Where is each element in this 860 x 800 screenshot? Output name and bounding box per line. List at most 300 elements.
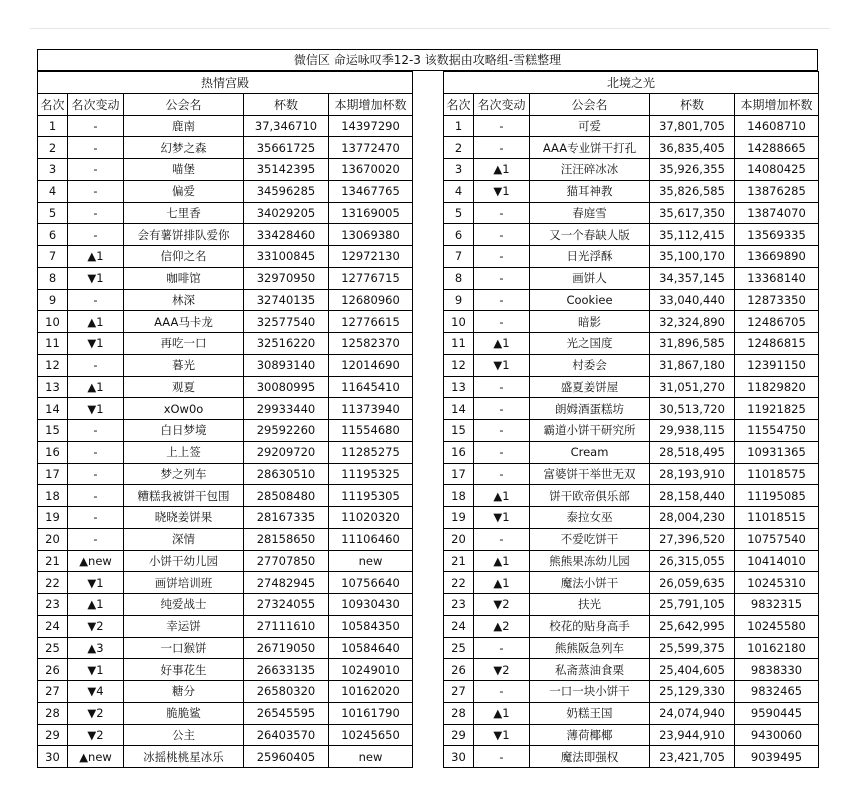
cell-guild-name: 日光浮酥 <box>530 246 650 268</box>
cell-rank-change: - <box>474 420 530 442</box>
cell-cups: 35,826,585 <box>650 180 735 202</box>
cell-cups-increase: 13569335 <box>735 224 819 246</box>
table-row <box>444 202 819 224</box>
cell-guild-name: 冰摇桃桃星冰乐 <box>124 746 244 768</box>
cell-rank-change: ▼1 <box>68 659 124 681</box>
cell-rank-change: - <box>474 376 530 398</box>
cell-cups-increase: 10931365 <box>735 441 819 463</box>
cell-rank-change: - <box>474 311 530 333</box>
cell-rank: 18 <box>444 485 474 507</box>
cell-rank: 12 <box>444 354 474 376</box>
cell-guild-name: 好事花生 <box>124 659 244 681</box>
col-header-guild-name: 公会名 <box>530 93 650 115</box>
cell-rank: 21 <box>444 550 474 572</box>
cell-rank: 6 <box>38 224 68 246</box>
cell-cups: 33100845 <box>244 246 329 268</box>
cell-guild-name: 魔法即强权 <box>530 746 650 768</box>
cell-guild-name: 观夏 <box>124 376 244 398</box>
table-row <box>444 572 819 594</box>
cell-cups-increase: 10161790 <box>329 702 413 724</box>
top-divider-line <box>30 28 830 29</box>
cell-guild-name: 七里香 <box>124 202 244 224</box>
cell-rank: 23 <box>38 594 68 616</box>
table-row <box>444 681 819 703</box>
table-row <box>38 507 413 529</box>
left-panel <box>37 71 412 768</box>
cell-guild-name: 画饼人 <box>530 267 650 289</box>
table-row <box>444 311 819 333</box>
cell-cups: 34596285 <box>244 180 329 202</box>
cell-cups-increase: 11285275 <box>329 441 413 463</box>
cell-cups-increase: 11018575 <box>735 463 819 485</box>
table-row <box>38 333 413 355</box>
cell-rank: 27 <box>38 681 68 703</box>
table-row <box>444 659 819 681</box>
cell-rank: 15 <box>38 420 68 442</box>
cell-guild-name: 薄荷椰椰 <box>530 724 650 746</box>
cell-rank: 19 <box>444 507 474 529</box>
cell-cups: 23,944,910 <box>650 724 735 746</box>
cell-cups: 24,074,940 <box>650 702 735 724</box>
cell-rank: 25 <box>38 637 68 659</box>
cell-cups: 26545595 <box>244 702 329 724</box>
cell-rank-change: ▼1 <box>68 333 124 355</box>
cell-cups: 25,404,605 <box>650 659 735 681</box>
cell-guild-name: 不爱吃饼干 <box>530 528 650 550</box>
cell-guild-name: 画饼培训班 <box>124 572 244 594</box>
cell-cups-increase: 10249010 <box>329 659 413 681</box>
cell-rank-change: - <box>474 746 530 768</box>
cell-rank-change: ▲1 <box>474 333 530 355</box>
table-row <box>444 420 819 442</box>
cell-guild-name: 饼干欧帝俱乐部 <box>530 485 650 507</box>
cell-guild-name: 林深 <box>124 289 244 311</box>
cell-rank: 22 <box>38 572 68 594</box>
cell-cups: 26403570 <box>244 724 329 746</box>
col-header-cups: 杯数 <box>244 93 329 115</box>
cell-cups-increase: 9838330 <box>735 659 819 681</box>
table-row <box>38 289 413 311</box>
table-row <box>38 441 413 463</box>
cell-cups-increase: 13169005 <box>329 202 413 224</box>
cell-guild-name: 私斋蒸油食栗 <box>530 659 650 681</box>
cell-rank-change: - <box>474 115 530 137</box>
cell-guild-name: 糖分 <box>124 681 244 703</box>
cell-rank: 16 <box>38 441 68 463</box>
cell-rank: 15 <box>444 420 474 442</box>
left-server-heading: 热情宫殿 <box>38 72 413 94</box>
cell-rank-change: ▲1 <box>474 485 530 507</box>
cell-guild-name: 猫耳神教 <box>530 180 650 202</box>
cell-rank: 29 <box>38 724 68 746</box>
cell-guild-name: 会有薯饼排队爱你 <box>124 224 244 246</box>
cell-rank: 9 <box>444 289 474 311</box>
right-server-heading: 北境之光 <box>444 72 819 94</box>
cell-guild-name: 白日梦境 <box>124 420 244 442</box>
cell-cups-increase: 11921825 <box>735 398 819 420</box>
table-row <box>444 180 819 202</box>
cell-guild-name: AAA专业饼干打孔 <box>530 137 650 159</box>
cell-rank-change: - <box>68 202 124 224</box>
cell-cups-increase: 11195085 <box>735 485 819 507</box>
cell-guild-name: 霸道小饼干研究所 <box>530 420 650 442</box>
table-row <box>444 354 819 376</box>
cell-rank: 18 <box>38 485 68 507</box>
table-row <box>444 724 819 746</box>
table-row <box>38 528 413 550</box>
table-row <box>444 463 819 485</box>
cell-guild-name: 熊熊果冻幼儿园 <box>530 550 650 572</box>
cell-cups-increase: 12486815 <box>735 333 819 355</box>
cell-rank-change: ▲1 <box>68 376 124 398</box>
cell-rank-change: - <box>474 528 530 550</box>
cell-guild-name: 熊熊阪急列车 <box>530 637 650 659</box>
cell-rank-change: ▼2 <box>68 615 124 637</box>
cell-rank-change: ▼1 <box>474 354 530 376</box>
cell-rank: 14 <box>444 398 474 420</box>
cell-guild-name: 糟糕我被饼干包围 <box>124 485 244 507</box>
cell-cups-increase: 11020320 <box>329 507 413 529</box>
table-row <box>38 594 413 616</box>
cell-cups: 27324055 <box>244 594 329 616</box>
sheet-title: 微信区 命运咏叹季12-3 该数据由攻略组-雪糕整理 <box>37 49 818 71</box>
cell-cups: 27707850 <box>244 550 329 572</box>
cell-cups-increase: 10245580 <box>735 615 819 637</box>
table-row <box>444 702 819 724</box>
table-row <box>444 115 819 137</box>
cell-guild-name: 上上签 <box>124 441 244 463</box>
cell-cups-increase: 10414010 <box>735 550 819 572</box>
cell-rank: 24 <box>444 615 474 637</box>
cell-rank-change: ▼1 <box>474 180 530 202</box>
cell-rank-change: ▲1 <box>68 246 124 268</box>
cell-rank-change: ▲3 <box>68 637 124 659</box>
cell-rank-change: ▼2 <box>474 659 530 681</box>
cell-rank: 4 <box>444 180 474 202</box>
table-row <box>38 224 413 246</box>
table-row <box>444 267 819 289</box>
cell-guild-name: 脆脆鲨 <box>124 702 244 724</box>
cell-rank: 3 <box>444 159 474 181</box>
cell-rank-change: ▼2 <box>474 594 530 616</box>
cell-cups-increase: 12391150 <box>735 354 819 376</box>
cell-rank-change: ▼2 <box>68 702 124 724</box>
cell-cups-increase: 10756640 <box>329 572 413 594</box>
cell-cups: 26719050 <box>244 637 329 659</box>
cell-cups: 35142395 <box>244 159 329 181</box>
cell-cups: 29933440 <box>244 398 329 420</box>
cell-cups-increase: 11554750 <box>735 420 819 442</box>
cell-cups: 32,324,890 <box>650 311 735 333</box>
cell-cups: 35,100,170 <box>650 246 735 268</box>
cell-guild-name: 盛夏姜饼屋 <box>530 376 650 398</box>
cell-cups-increase: 11106460 <box>329 528 413 550</box>
cell-guild-name: Cream <box>530 441 650 463</box>
cell-cups-increase: 14608710 <box>735 115 819 137</box>
col-header-rank-change: 名次变动 <box>68 93 124 115</box>
cell-cups-increase: 12972130 <box>329 246 413 268</box>
cell-guild-name: 幸运饼 <box>124 615 244 637</box>
cell-cups: 30080995 <box>244 376 329 398</box>
cell-cups: 32516220 <box>244 333 329 355</box>
table-row <box>38 376 413 398</box>
cell-cups: 37,346710 <box>244 115 329 137</box>
cell-rank-change: ▲2 <box>474 615 530 637</box>
cell-cups-increase: 10162180 <box>735 637 819 659</box>
cell-cups: 29,938,115 <box>650 420 735 442</box>
cell-rank: 20 <box>444 528 474 550</box>
cell-cups: 28,518,495 <box>650 441 735 463</box>
cell-guild-name: 纯爱战士 <box>124 594 244 616</box>
cell-cups-increase: 13467765 <box>329 180 413 202</box>
table-row <box>444 550 819 572</box>
table-row <box>444 246 819 268</box>
cell-cups-increase: 11645410 <box>329 376 413 398</box>
cell-cups: 25,642,995 <box>650 615 735 637</box>
cell-rank: 8 <box>38 267 68 289</box>
left-ranking-table <box>37 71 413 768</box>
cell-rank-change: ▼1 <box>68 572 124 594</box>
col-header-rank: 名次 <box>38 93 68 115</box>
cell-cups: 31,051,270 <box>650 376 735 398</box>
cell-rank-change: - <box>68 289 124 311</box>
cell-rank-change: - <box>474 289 530 311</box>
cell-rank-change: ▲1 <box>474 550 530 572</box>
cell-cups-increase: 14080425 <box>735 159 819 181</box>
cell-rank: 11 <box>38 333 68 355</box>
cell-rank: 4 <box>38 180 68 202</box>
cell-guild-name: 小饼干幼儿园 <box>124 550 244 572</box>
table-row <box>38 550 413 572</box>
cell-cups: 33428460 <box>244 224 329 246</box>
table-row <box>444 289 819 311</box>
cell-rank: 19 <box>38 507 68 529</box>
table-row <box>444 376 819 398</box>
table-row <box>444 485 819 507</box>
table-row <box>38 615 413 637</box>
table-row <box>38 311 413 333</box>
cell-cups: 34029205 <box>244 202 329 224</box>
cell-rank-change: - <box>68 180 124 202</box>
table-row <box>38 246 413 268</box>
cell-guild-name: AAA马卡龙 <box>124 311 244 333</box>
cell-rank-change: ▲new <box>68 550 124 572</box>
cell-guild-name: 光之国度 <box>530 333 650 355</box>
cell-rank: 12 <box>38 354 68 376</box>
cell-cups-increase: 12680960 <box>329 289 413 311</box>
cell-cups: 25,129,330 <box>650 681 735 703</box>
cell-cups-increase: 12873350 <box>735 289 819 311</box>
cell-rank-change: ▼1 <box>474 507 530 529</box>
cell-rank: 7 <box>38 246 68 268</box>
cell-rank: 10 <box>38 311 68 333</box>
cell-cups-increase: 10930430 <box>329 594 413 616</box>
table-row <box>38 202 413 224</box>
cell-rank: 2 <box>38 137 68 159</box>
cell-rank-change: - <box>474 681 530 703</box>
table-row <box>38 137 413 159</box>
cell-cups: 26633135 <box>244 659 329 681</box>
cell-rank: 9 <box>38 289 68 311</box>
cell-cups-increase: 11829820 <box>735 376 819 398</box>
cell-guild-name: 晓晓姜饼果 <box>124 507 244 529</box>
cell-rank-change: - <box>474 637 530 659</box>
cell-guild-name: 梦之列车 <box>124 463 244 485</box>
cell-rank-change: - <box>474 246 530 268</box>
cell-cups: 25,791,105 <box>650 594 735 616</box>
table-row <box>38 180 413 202</box>
table-row <box>38 420 413 442</box>
cell-cups-increase: 10162020 <box>329 681 413 703</box>
table-row <box>444 528 819 550</box>
cell-cups: 25960405 <box>244 746 329 768</box>
cell-cups: 28630510 <box>244 463 329 485</box>
cell-guild-name: 校花的贴身高手 <box>530 615 650 637</box>
cell-cups-increase: 12582370 <box>329 333 413 355</box>
col-header-cups-increase: 本期增加杯数 <box>735 93 819 115</box>
cell-cups-increase: 12014690 <box>329 354 413 376</box>
cell-guild-name: 魔法小饼干 <box>530 572 650 594</box>
table-row <box>444 507 819 529</box>
cell-rank: 29 <box>444 724 474 746</box>
cell-rank-change: - <box>68 159 124 181</box>
cell-rank-change: - <box>68 528 124 550</box>
cell-rank-change: - <box>68 441 124 463</box>
cell-cups: 27482945 <box>244 572 329 594</box>
cell-rank-change: - <box>68 137 124 159</box>
cell-cups: 30,513,720 <box>650 398 735 420</box>
table-row <box>38 702 413 724</box>
cell-cups-increase: 11018515 <box>735 507 819 529</box>
cell-rank-change: - <box>68 354 124 376</box>
cell-rank-change: - <box>474 224 530 246</box>
cell-cups: 32970950 <box>244 267 329 289</box>
cell-cups: 23,421,705 <box>650 746 735 768</box>
cell-rank-change: - <box>68 485 124 507</box>
cell-cups: 29592260 <box>244 420 329 442</box>
cell-cups-increase: 12776715 <box>329 267 413 289</box>
cell-rank: 8 <box>444 267 474 289</box>
cell-rank: 11 <box>444 333 474 355</box>
cell-guild-name: 又一个春缺人版 <box>530 224 650 246</box>
cell-rank: 14 <box>38 398 68 420</box>
cell-rank-change: - <box>474 463 530 485</box>
cell-cups-increase: 13669890 <box>735 246 819 268</box>
table-row <box>444 224 819 246</box>
table-row <box>38 115 413 137</box>
cell-rank-change: ▼4 <box>68 681 124 703</box>
cell-cups-increase: 13069380 <box>329 224 413 246</box>
cell-cups: 26580320 <box>244 681 329 703</box>
cell-cups: 34,357,145 <box>650 267 735 289</box>
cell-guild-name: 可爱 <box>530 115 650 137</box>
cell-cups: 28,158,440 <box>650 485 735 507</box>
cell-guild-name: 深情 <box>124 528 244 550</box>
table-row <box>444 398 819 420</box>
cell-rank: 1 <box>38 115 68 137</box>
cell-rank-change: - <box>474 398 530 420</box>
cell-cups: 32577540 <box>244 311 329 333</box>
cell-rank-change: - <box>68 463 124 485</box>
cell-rank: 5 <box>444 202 474 224</box>
table-row <box>38 659 413 681</box>
cell-cups: 35,112,415 <box>650 224 735 246</box>
cell-rank-change: - <box>68 224 124 246</box>
cell-cups: 28508480 <box>244 485 329 507</box>
cell-guild-name: 汪汪碎冰冰 <box>530 159 650 181</box>
cell-rank: 26 <box>38 659 68 681</box>
cell-cups-increase: new <box>329 550 413 572</box>
cell-rank: 26 <box>444 659 474 681</box>
cell-rank-change: ▲1 <box>68 311 124 333</box>
cell-rank-change: ▲1 <box>68 594 124 616</box>
col-header-guild-name: 公会名 <box>124 93 244 115</box>
table-row <box>38 354 413 376</box>
cell-cups: 35,617,350 <box>650 202 735 224</box>
table-row <box>38 637 413 659</box>
cell-rank-change: - <box>68 115 124 137</box>
cell-rank-change: - <box>68 420 124 442</box>
col-header-rank-change: 名次变动 <box>474 93 530 115</box>
cell-cups-increase: 14397290 <box>329 115 413 137</box>
table-row <box>38 485 413 507</box>
table-row <box>38 463 413 485</box>
cell-rank-change: ▲new <box>68 746 124 768</box>
cell-rank: 1 <box>444 115 474 137</box>
cell-rank-change: ▼1 <box>68 398 124 420</box>
cell-guild-name: 暗影 <box>530 311 650 333</box>
cell-rank-change: ▼1 <box>474 724 530 746</box>
cell-cups-increase: 9590445 <box>735 702 819 724</box>
cell-cups-increase: 13772470 <box>329 137 413 159</box>
cell-rank-change: - <box>474 137 530 159</box>
cell-guild-name: 村委会 <box>530 354 650 376</box>
cell-cups-increase: 11554680 <box>329 420 413 442</box>
cell-rank: 17 <box>38 463 68 485</box>
cell-rank: 3 <box>38 159 68 181</box>
cell-rank: 28 <box>444 702 474 724</box>
cell-guild-name: 暮光 <box>124 354 244 376</box>
cell-rank: 17 <box>444 463 474 485</box>
table-row <box>38 681 413 703</box>
cell-guild-name: 鹿南 <box>124 115 244 137</box>
cell-rank: 2 <box>444 137 474 159</box>
cell-guild-name: 再吃一口 <box>124 333 244 355</box>
cell-rank: 7 <box>444 246 474 268</box>
right-table-body <box>444 115 819 768</box>
cell-rank: 22 <box>444 572 474 594</box>
cell-rank-change: ▲1 <box>474 572 530 594</box>
cell-cups-increase: 10584640 <box>329 637 413 659</box>
cell-rank: 13 <box>38 376 68 398</box>
cell-cups: 36,835,405 <box>650 137 735 159</box>
table-row <box>38 746 413 768</box>
cell-cups-increase: new <box>329 746 413 768</box>
cell-rank: 5 <box>38 202 68 224</box>
cell-guild-name: 喵堡 <box>124 159 244 181</box>
cell-cups-increase: 13670020 <box>329 159 413 181</box>
cell-rank-change: - <box>474 202 530 224</box>
ranking-sheet <box>37 49 818 768</box>
cell-rank-change: ▲1 <box>474 702 530 724</box>
cell-rank: 27 <box>444 681 474 703</box>
cell-cups-increase: 10757540 <box>735 528 819 550</box>
cell-cups-increase: 11195325 <box>329 463 413 485</box>
cell-rank: 23 <box>444 594 474 616</box>
table-row <box>38 724 413 746</box>
cell-guild-name: 奶糕王国 <box>530 702 650 724</box>
col-header-cups-increase: 本期增加杯数 <box>329 93 413 115</box>
